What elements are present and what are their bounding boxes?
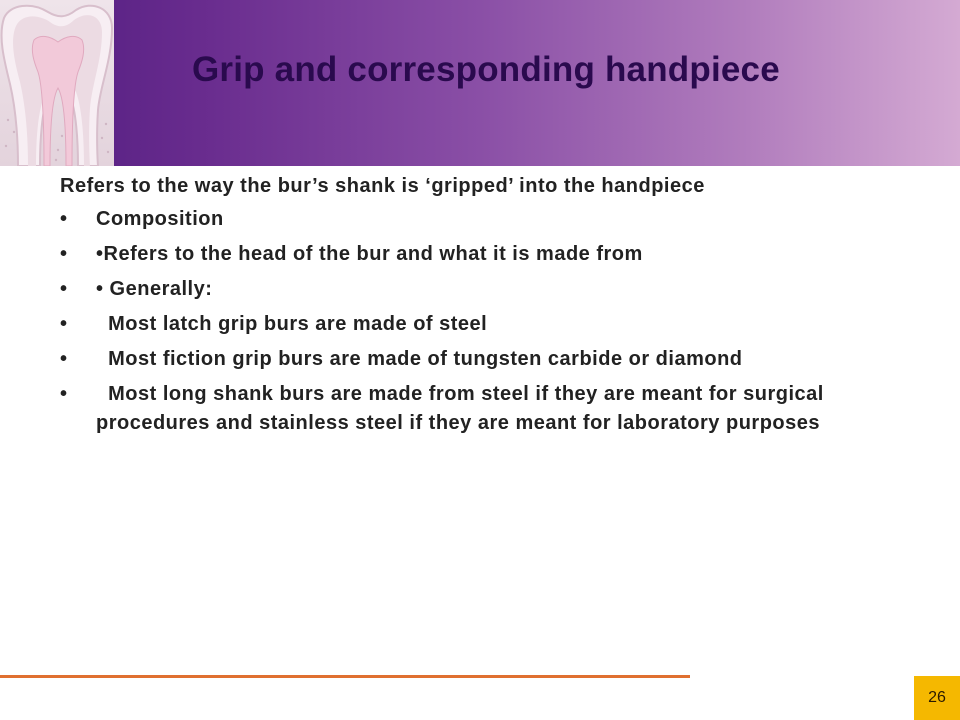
bullet-item (60, 240, 910, 269)
bullet-icon: • (60, 313, 68, 335)
bullet-icon: • (60, 278, 68, 300)
page-number-badge: 26 (914, 676, 960, 720)
bullet-icon: • (60, 348, 68, 370)
bullet-item (60, 275, 910, 304)
bullet-text: Most latch grip burs are made of steel (96, 313, 488, 335)
bullet-icon: • (60, 243, 68, 265)
bullet-item (60, 310, 910, 339)
bullet-item (60, 380, 910, 438)
intro-text: Refers to the way the bur’s shank is ‘gripped’ into the handpiece (60, 175, 705, 197)
bullet-icon: • (60, 383, 68, 405)
bullet-text: Most fiction grip burs are made of tungsten carbide or diamond (96, 348, 743, 370)
bullet-text: • Generally: (96, 278, 213, 300)
bullet-list (60, 205, 910, 438)
footer-divider (0, 675, 690, 678)
bullet-item (60, 345, 910, 374)
bullet-icon: • (60, 208, 68, 230)
bullet-item (60, 205, 910, 234)
tooth-cross-section-icon (0, 0, 114, 166)
bullet-text: •Refers to the head of the bur and what it is made from (96, 243, 643, 265)
bullet-text: Composition (96, 208, 224, 230)
slide-title: Grip and corresponding handpiece (192, 50, 780, 89)
bullet-text: Most long shank burs are made from steel if they are meant for surgical procedures and stainless steel if they are meant for laboratory purposes (96, 383, 830, 434)
slide-body (60, 172, 910, 444)
